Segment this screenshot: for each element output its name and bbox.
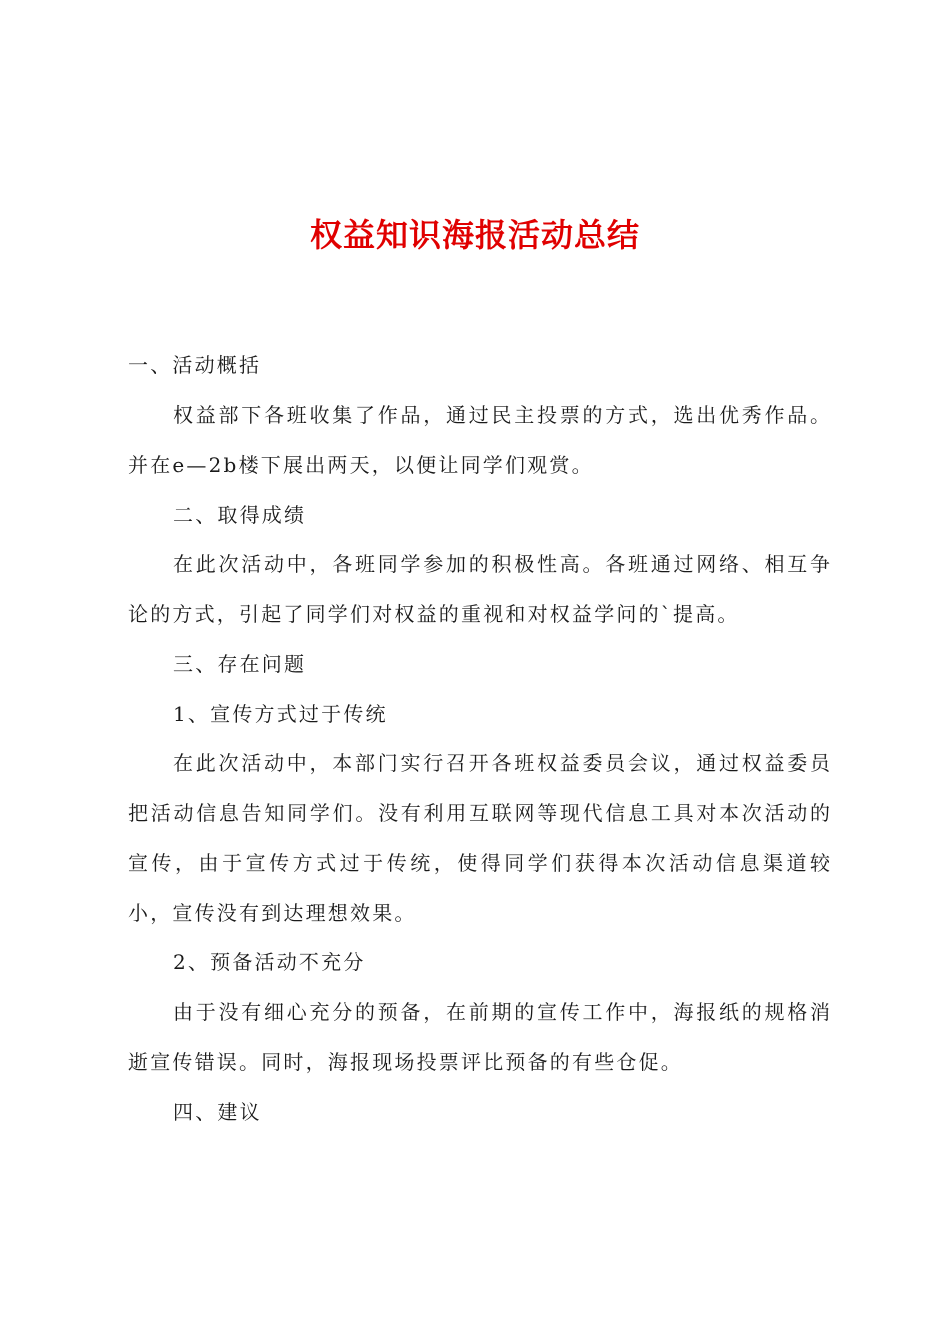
- document-title: 权益知识海报活动总结: [309, 216, 640, 254]
- paragraph-line: 把活动信息告知同学们。没有利用互联网等现代信息工具对本次活动的: [128, 801, 830, 825]
- paragraph-line: 逝宣传错误。同时，海报现场投票评比预备的有些仓促。: [128, 1050, 683, 1074]
- section-heading-problems: 三、存在问题: [173, 652, 307, 676]
- paragraph-line: 宣传，由于宣传方式过于传统，使得同学们获得本次活动信息渠道较: [128, 851, 830, 875]
- section-heading-overview: 一、活动概括: [128, 353, 262, 377]
- paragraph-line: 并在e—2b楼下展出两天，以便让同学们观赏。: [128, 453, 594, 477]
- paragraph-line: 小，宣传没有到达理想效果。: [128, 901, 417, 925]
- paragraph-line: 权益部下各班收集了作品，通过民主投票的方式，选出优秀作品。: [173, 403, 830, 427]
- section-heading-achievements: 二、取得成绩: [173, 503, 307, 527]
- paragraph-line: 由于没有细心充分的预备，在前期的宣传工作中，海报纸的规格消: [173, 1000, 830, 1024]
- section-heading-suggestions: 四、建议: [173, 1100, 262, 1124]
- paragraph-line: 论的方式，引起了同学们对权益的重视和对权益学问的`提高。: [128, 602, 740, 626]
- paragraph-line: 在此次活动中，本部门实行召开各班权益委员会议，通过权益委员: [173, 751, 830, 775]
- subheading-preparation: 2、预备活动不充分: [173, 950, 366, 974]
- paragraph-line: 在此次活动中，各班同学参加的积极性高。各班通过网络、相互争: [173, 552, 830, 576]
- subheading-promotion: 1、宣传方式过于传统: [173, 702, 388, 726]
